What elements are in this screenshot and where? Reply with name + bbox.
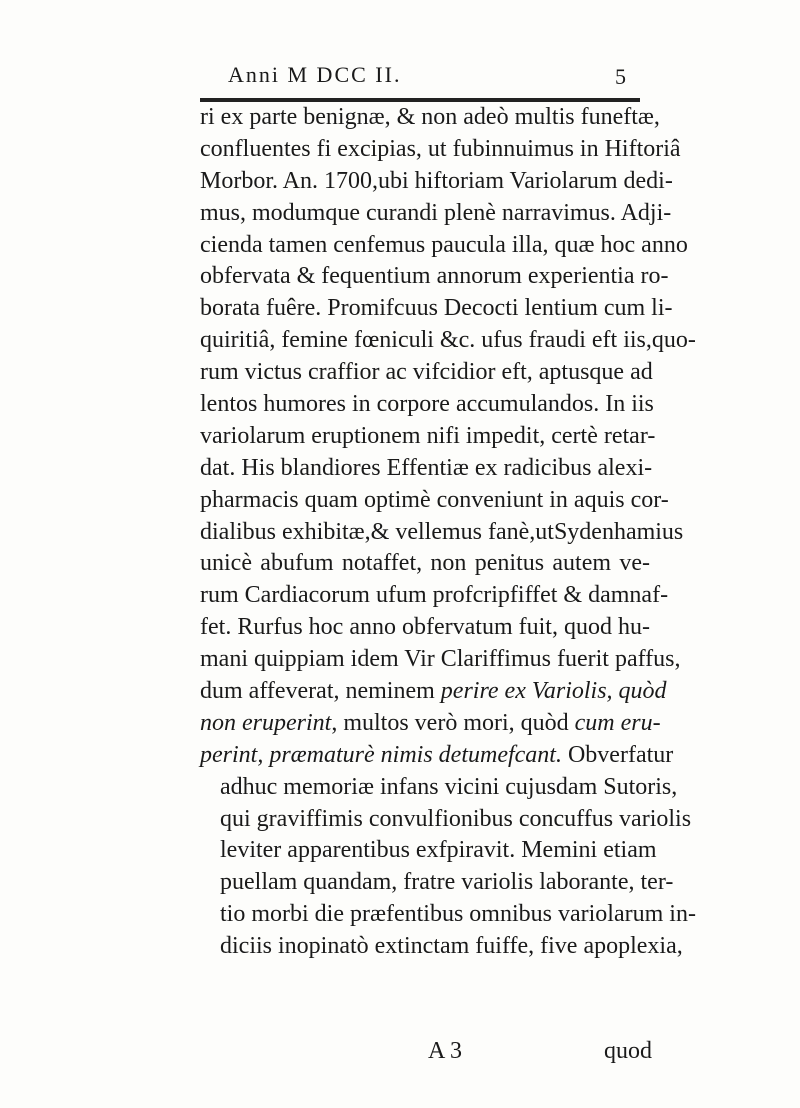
text-span: Obverfatur: [561, 741, 674, 768]
text-line: qui graviffimis convulfionibus concuffus variolis: [220, 805, 692, 832]
running-title: Anni M DCC II.: [228, 62, 402, 87]
text-line: lentos humores in corpore accumulandos. In iis: [200, 391, 654, 418]
text-line-mixed: [200, 740, 674, 772]
text-line: variolarum eruptionem nifi impedit, certè retar-: [200, 422, 656, 449]
text-line: fet. Rurfus hoc anno obfervatum fuit, quod hu-: [200, 614, 650, 641]
text-line: mani quippiam idem Vir Clariffimus fuerit paffus,: [200, 646, 681, 673]
text-line: puellam quandam, fratre variolis laborante, ter-: [220, 869, 674, 896]
text-line: dialibus exhibitæ,& vellemus fanè,utSydenhamius: [200, 518, 684, 545]
text-line: quiritiâ, femine fœniculi &c. ufus fraudi eft iis,quo-: [200, 327, 696, 354]
text-line: leviter apparentibus exfpiravit. Memini etiam: [220, 837, 657, 864]
italic-span: perire ex Variolis, quòd: [440, 678, 667, 705]
text-line: rum victus craffior ac vifcidior eft, aptusque ad: [200, 359, 653, 386]
text-line: tio morbi die præfentibus omnibus variolarum in-: [220, 901, 696, 928]
text-line: mus, modumque curandi plenè narravimus. Adji-: [200, 199, 672, 226]
text-line: borata fuêre. Promifcuus Decocti lentium cum li-: [200, 295, 673, 322]
catch-line: [200, 1038, 652, 1070]
text-line: obfervata & fequentium annorum experientia ro-: [200, 263, 669, 290]
text-line: adhuc memoriæ infans vicini cujusdam Sutoris,: [220, 773, 678, 800]
italic-span: non eruperint: [200, 709, 332, 736]
text-line: unicè abufum notaffet, non penitus autem ve-: [200, 550, 650, 577]
signature-mark: A 3: [428, 1038, 463, 1064]
italic-span: perint, præmaturè nimis detumefcant.: [200, 741, 562, 768]
text-line: Morbor. An. 1700,ubi hiftoriam Variolarum dedi-: [200, 167, 673, 194]
text-line-mixed: [200, 708, 661, 740]
text-line: diciis inopinatò extinctam fuiffe, five apoplexia,: [220, 933, 683, 960]
text-line: pharmacis quam optimè conveniunt in aquis cor-: [200, 486, 669, 513]
text-line: cienda tamen cenfemus paucula illa, quæ hoc anno: [200, 231, 688, 258]
text-span: , multos verò mori, quòd: [331, 709, 575, 736]
italic-span: cum eru-: [574, 709, 661, 736]
text-span: dum affeverat, neminem: [200, 678, 441, 705]
catchword: quod: [604, 1038, 652, 1064]
text-line: rum Cardiacorum ufum profcripfiffet & damnaf-: [200, 582, 669, 609]
text-line: confluentes fi excipias, ut fubinnuimus in Hiftoriâ: [200, 135, 681, 162]
body-text: [200, 102, 696, 963]
text-line: ri ex parte benignæ, & non adeò multis funeftæ,: [200, 104, 660, 130]
text-line-mixed: [200, 676, 667, 708]
text-line: dat. His blandiores Effentiæ ex radicibus alexi-: [200, 454, 653, 481]
page-number: 5: [615, 64, 626, 89]
